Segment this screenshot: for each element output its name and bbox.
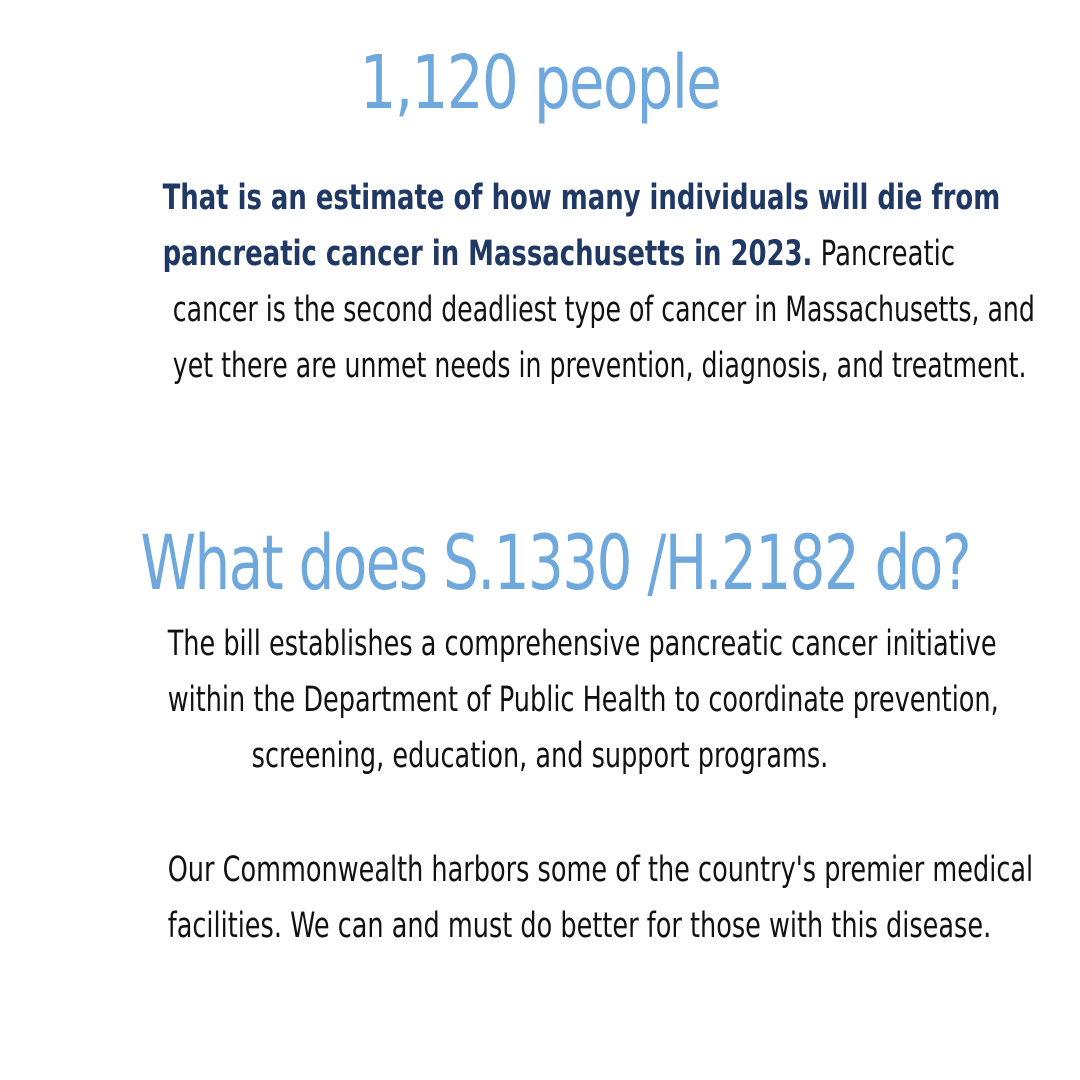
stat-paragraph-line-4: yet there are unmet needs in prevention, diagnosis, and treatment. [172, 346, 1027, 386]
stat-paragraph-line-3: cancer is the second deadliest type of cancer in Massachusetts, and [172, 290, 1035, 330]
bill-paragraph [30, 616, 1050, 784]
question-heading: What does S.1330 /H.2182 do? [140, 518, 971, 607]
stat-paragraph-line-2 [162, 226, 956, 282]
stat-paragraph-line-2-rest: Pancreatic [812, 234, 956, 274]
bill-paragraph-line-3: screening, education, and support programs. [251, 736, 829, 776]
closing-paragraph-line-1: Our Commonwealth harbors some of the country's premier medical [167, 850, 1034, 890]
bill-paragraph-line-2: within the Department of Public Health to coordinate prevention, [167, 680, 999, 720]
stat-paragraph-line-1 [162, 170, 1001, 226]
closing-paragraph [30, 842, 1050, 954]
bill-paragraph-line-1: The bill establishes a comprehensive pancreatic cancer initiative [167, 624, 997, 664]
stat-paragraph [30, 170, 1050, 394]
closing-paragraph-line-2: facilities. We can and must do better for those with this disease. [167, 906, 992, 946]
stat-emphasis-line-2: pancreatic cancer in Massachusetts in 2023. [162, 234, 813, 274]
stat-headline: 1,120 people [359, 40, 721, 126]
stat-emphasis-line-1: That is an estimate of how many individuals will die from [162, 178, 1001, 218]
